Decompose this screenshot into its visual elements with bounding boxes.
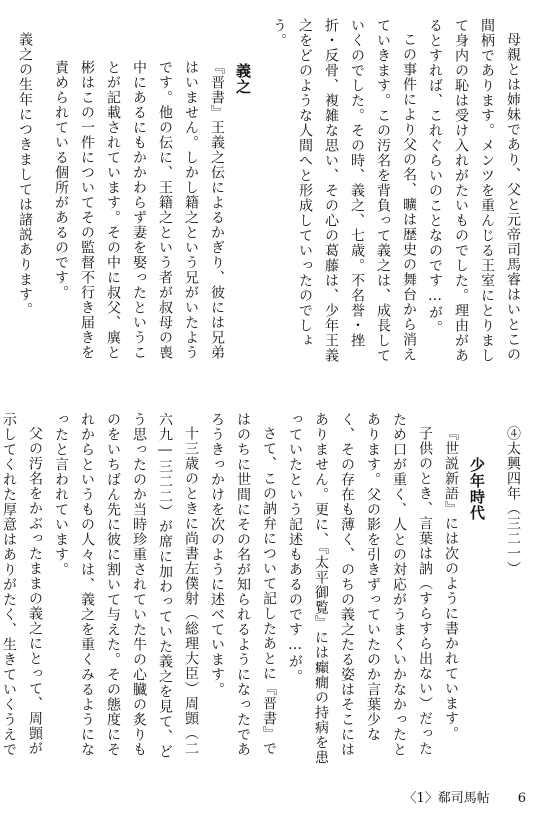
page-footer xyxy=(403,787,526,806)
spacer xyxy=(256,18,266,374)
spacer xyxy=(490,412,500,768)
section-heading: 少年時代 xyxy=(468,457,486,521)
upper-text-block xyxy=(17,18,526,374)
page-number: 6 xyxy=(517,791,526,806)
spacer xyxy=(2,18,12,374)
list-item xyxy=(0,18,2,374)
spacer xyxy=(38,18,48,374)
paragraph: 『世説新語』には次のように書かれています。 xyxy=(443,426,459,741)
paragraph: 母親とは姉妹であり、父と元帝司馬睿はいとこの間柄であります。メンツを重んじる王室にとりまして身内の恥は受け入れがたいものでした。理由があるとすれば、これぐらいのことなのです…が。 xyxy=(427,18,521,363)
list-item: ④太興四年（三二一） xyxy=(505,426,521,576)
paragraph: この事件により父の名、曠は歴史の舞台から消えていきます。この汚名を背負って義之は、成長していくのでした。その時、義之、七歳。不名誉・挫折・反骨、複雑な思い、その心の葛藤は、少年王義之をどのような人間へと形成していったのでしょう。 xyxy=(271,18,417,363)
paragraph: 父の汚名をかぶったままの義之にとって、周顗が示してくれた厚意はありがたく、生きていくうえで xyxy=(1,412,43,757)
section-heading: 義之 xyxy=(234,63,252,95)
lower-text-block xyxy=(1,412,526,768)
chapter-label: 〈1〉郗司馬帖 xyxy=(403,791,490,806)
paragraph: 義之の生年につきましては諸説あります。 xyxy=(17,32,33,317)
paragraph: 『晋書』王義之伝によるかぎり、彼には兄弟はいません。しかし籍之という兄がいたようです。他の伝に、王籍之という者が叔母の喪中にあるにもかかわらず妻を娶ったということが記載されています。その中に叔父、廙と彬はこの一件についてその監督不行き届きを責められている個所があるのです。 xyxy=(53,60,225,360)
paragraph: 子供のとき、言葉は訥（すらすら出ない）だったため口が重く、人との対応がうまくいかなかったとあります。父の影を引きずっていたのか言葉少なく、その存在も薄く、のちの義之たる姿はそこにはありません。更に、『太平御覧』には癲癇の持病を患っていたという記述もあるのです…が。 xyxy=(287,412,433,765)
paragraph: 十三歳のときに尚書左僕射（総理大臣）周顗（二六九―三二二）が席に加わっていた義之を見て、どう思ったのか当時珍重されていた牛の心臓の炙りものをいちばん先に彼に割いて与えた。その態度にそれからというもの人々は、義之を重くみるようになったと言われています。 xyxy=(53,412,199,759)
paragraph: さて、この訥弁について記したあとに『晋書』ではのちに世間にその名が知られるようになったであろうきっかけを次のように述べています。 xyxy=(209,412,277,757)
